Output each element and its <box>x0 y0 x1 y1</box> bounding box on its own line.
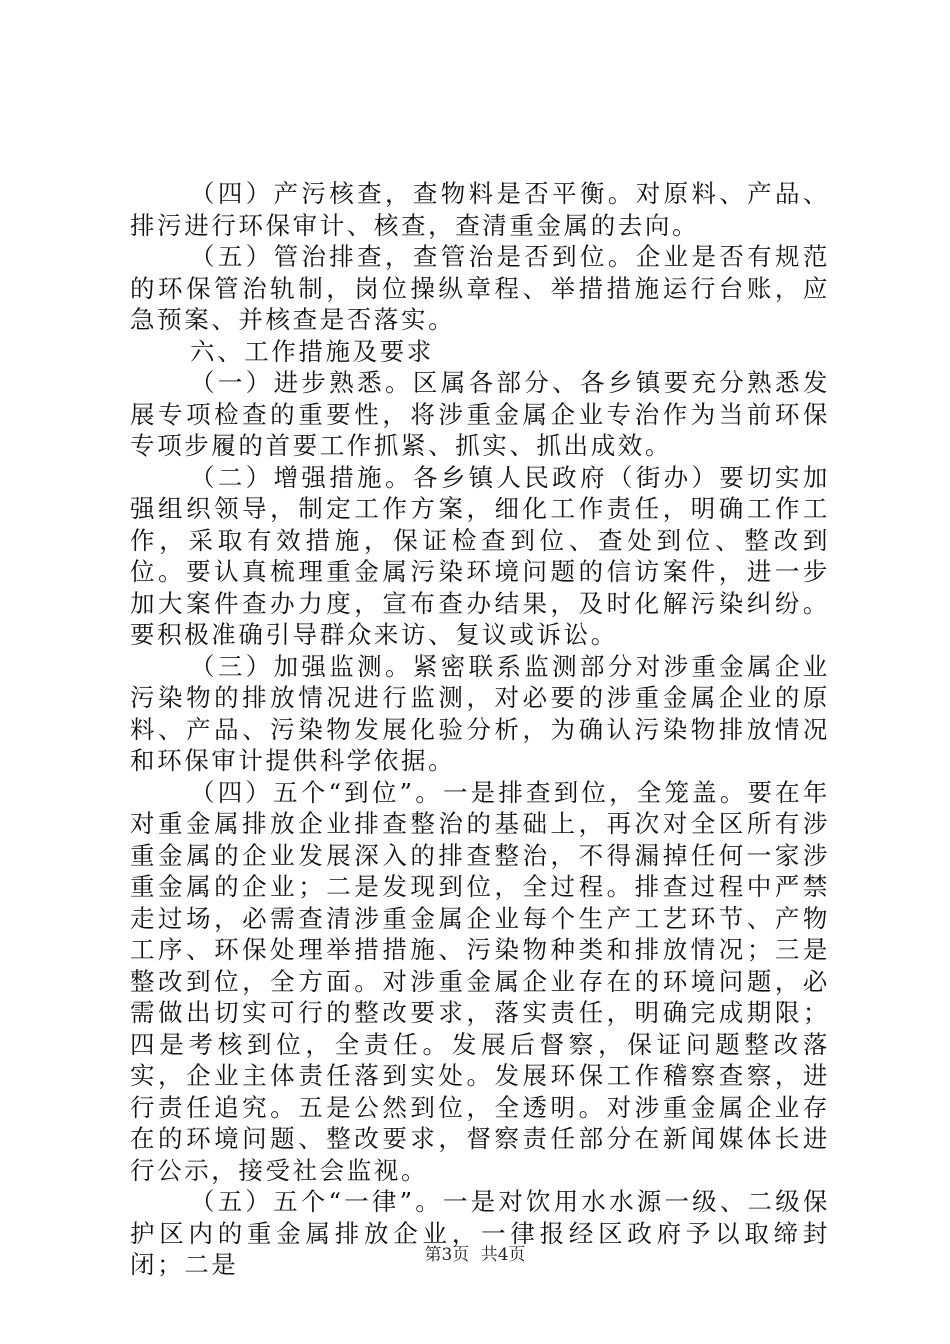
paragraph-production-pollution-check: （四）产污核查，查物料是否平衡。对原料、产品、排污进行环保审计、核查，查清重金属的去向。 <box>130 179 830 240</box>
page-number: 第3页 <box>424 1245 470 1265</box>
paragraph-five-uniform: （五）五个“一律”。一是对饮用水水源一级、二级保护区内的重金属排放企业，一律报经区政府予以取缔封闭；二是 <box>130 1187 830 1279</box>
paragraph-monitoring: （三）加强监测。紧密联系监测部分对涉重金属企业污染物的排放情况进行监测，对必要的涉重金属企业的原料、产品、污染物发展化验分析，为确认污染物排放情况和环保审计提供科学依据。 <box>130 651 830 775</box>
document-body <box>130 178 830 1281</box>
paragraph-strengthen-measures: （二）增强措施。各乡镇人民政府（街办）要切实加强组织领导，制定工作方案，细化工作责任，明确工作工作，采取有效措施，保证检查到位、查处到位、整改到位。要认真梳理重金属污染环境问题的信访案件，进一步加大案件查办力度，宣布查办结果，及时化解污染纠纷。要积极准确引导群众来访、复议或诉讼。 <box>130 462 830 649</box>
paragraph-management-check: （五）管治排查，查管治是否到位。企业是否有规范的环保管治轨制，岗位操纵章程、举措措施运行台账，应急预案、并核查是否落实。 <box>130 242 830 334</box>
page-total: 共4页 <box>480 1245 526 1265</box>
section-heading-measures: 六、工作措施及要求 <box>190 336 434 366</box>
page-footer <box>0 1244 950 1266</box>
paragraph-awareness: （一）进步熟悉。区属各部分、各乡镇要充分熟悉发展专项检查的重要性，将涉重金属企业专治作为当前环保专项步履的首要工作抓紧、抓实、抓出成效。 <box>130 368 830 460</box>
paragraph-five-in-place: （四）五个“到位”。一是排查到位，全笼盖。要在年对重金属排放企业排查整治的基础上，再次对全区所有涉重金属的企业发展深入的排查整治，不得漏掉任何一家涉重金属的企业；二是发现到位，全过程。排查过程中严禁走过场，必需查清涉重金属企业每个生产工艺环节、产物工序、环保处理举措措施、污染物种类和排放情况；三是整改到位，全方面。对涉重金属企业存在的环境问题，必需做出切实可行的整改要求，落实责任，明确完成期限；四是考核到位，全责任。发展后督察，保证问题整改落实，企业主体责任落到实处。发展环保工作稽察查察，进行责任追究。五是公然到位，全透明。对涉重金属企业存在的环境问题、整改要求，督察责任部分在新闻媒体长进行公示，接受社会监视。 <box>130 777 830 1185</box>
